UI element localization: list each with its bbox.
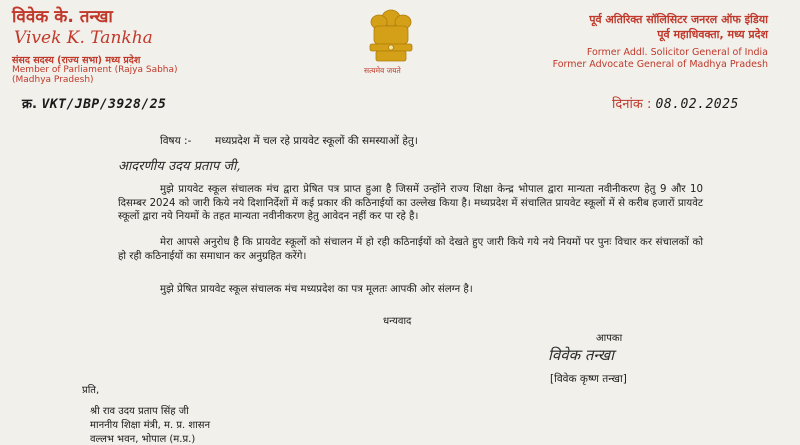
salutation: आदरणीय उदय प्रताप जी, <box>118 159 241 174</box>
recipient-to-label: प्रति, <box>82 385 100 396</box>
letterhead-right-english-1: Former Addl. Solicitor General of India <box>586 47 768 58</box>
handwritten-signature: विवेक तन्खा <box>548 346 615 364</box>
letterhead-title-hindi: संसद सदस्य (राज्य सभा) मध्य प्रदेश <box>12 55 141 66</box>
letterhead-title-english-state: (Madhya Pradesh) <box>12 75 94 85</box>
body-paragraph-3: मुझे प्रेषित प्रायवेट स्कूल संचालक मंच मध्यप्रदेश का पत्र मूलतः आपकी ओर संलग्न है। <box>160 284 473 295</box>
recipient-designation: माननीय शिक्षा मंत्री, म. प्र. शासन <box>90 420 211 431</box>
letterhead-title-english: Member of Parliament (Rajya Sabha) <box>12 65 178 75</box>
letterhead-right-hindi-2: पूर्व महाधिवक्ता, मध्य प्रदेश <box>657 28 768 41</box>
closing-text: आपका <box>596 333 623 344</box>
national-emblem-icon <box>356 6 426 82</box>
date-label: दिनांक : <box>612 97 652 112</box>
thanks-text: धन्यवाद <box>383 316 412 327</box>
subject-label: विषय :- <box>160 135 192 147</box>
letterhead-name-signature: Vivek K. Tankha <box>14 28 153 48</box>
subject-text: मध्यप्रदेश में चल रहे प्रायवेट स्कूलों की समस्याओं हेतु। <box>215 135 418 147</box>
letterhead-name-hindi: विवेक के. तन्खा <box>12 7 113 27</box>
date-value: 08.02.2025 <box>655 97 739 112</box>
letterhead-right-english-2: Former Advocate General of Madhya Pradesh <box>552 59 768 70</box>
letter-date <box>612 94 739 112</box>
reference-number <box>22 94 166 112</box>
recipient-name: श्री राव उदय प्रताप सिंह जी <box>90 406 189 417</box>
emblem-motto: सत्यमेव जयते <box>364 66 401 75</box>
body-paragraph-1: मुझे प्रायवेट स्कूल संचालक मंच द्वारा प्रेषित पत्र प्राप्त हुआ है जिसमें उन्होंने राज्य शिक्षा केन्द्र भोपाल द्वारा मान्यता नवीनीकरण हेतु 9 और 10 दिसम्बर 2024 को जारी किये नये दिशानिर्देशों में कई प्रकार की कठिनाईयों का उल्लेख किया है। मध्यप्रदेश में संचालित प्रायवेट स्कूलों में से करीब हजारों प्रायवेट स्कूलों द्वारा नये नियमों के तहत मान्यता नवीनीकरण हेतु आवेदन नहीं कर पा रहे है। <box>118 184 703 222</box>
reference-value: VKT/JBP/3928/25 <box>41 97 167 112</box>
body-paragraph-2: मेरा आपसे अनुरोध है कि प्रायवेट स्कूलों को संचालन में हो रही कठिनाईयों को देखते हुए जारी किये गये नये नियमों पर पुनः विचार कर संचालकों को हो रही कठिनाईयों का समाधान कर अनुग्रहित करेंगे। <box>118 237 703 262</box>
signatory-name: [विवेक कृष्ण तन्खा] <box>550 373 627 385</box>
recipient-address: वल्लभ भवन, भोपाल (म.प्र.) <box>90 434 196 445</box>
reference-prefix: क्र. <box>22 97 37 112</box>
letterhead-right-hindi-1: पूर्व अतिरिक्त सॉलिसिटर जनरल ऑफ इंडिया <box>589 13 768 26</box>
